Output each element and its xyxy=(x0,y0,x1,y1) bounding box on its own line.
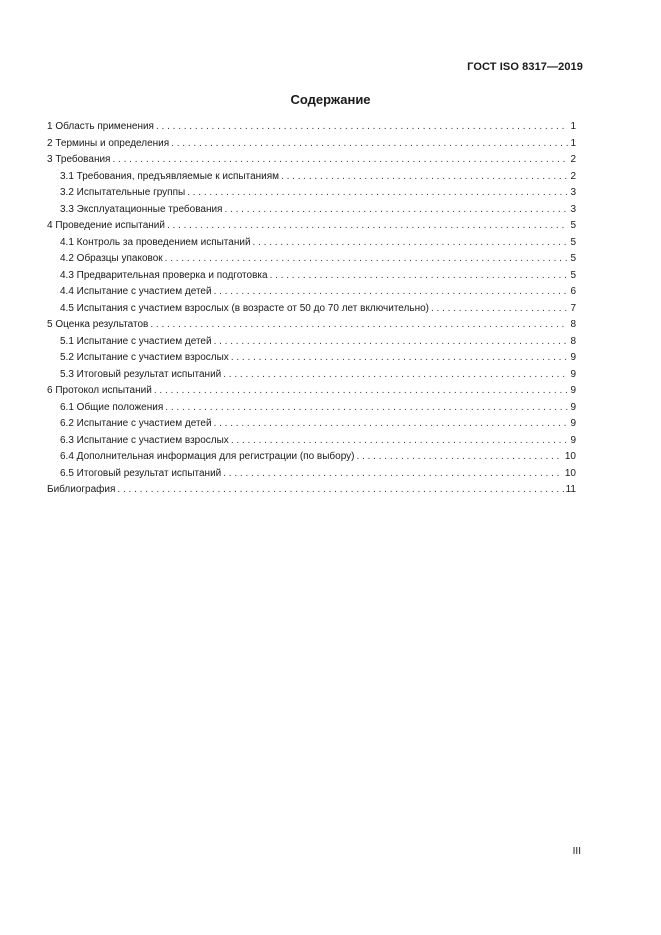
toc-entry-title: 1 Область применения xyxy=(47,121,154,132)
toc-entry-title: 3 Требования xyxy=(47,154,111,165)
toc-dot-leader xyxy=(214,416,569,433)
toc-entry-page: 5 xyxy=(570,253,576,264)
toc-entry-title: 6.4 Дополнительная информация для регистрации (по выбору) xyxy=(60,451,355,462)
toc-entry-page: 9 xyxy=(570,368,576,380)
toc-entry-page: 2 xyxy=(570,154,576,165)
toc-entry-title: 4.3 Предварительная проверка и подготовка xyxy=(60,269,268,281)
toc-entry[interactable] xyxy=(47,119,576,136)
toc-entry-page: 5 xyxy=(570,269,576,281)
toc-dot-leader xyxy=(187,185,568,202)
toc-entry-title: 2 Термины и определения xyxy=(47,137,170,149)
toc-entry-title: 3.1 Требования, предъявляемые к испытаниям xyxy=(60,170,280,182)
toc-entry-page: 9 xyxy=(570,352,576,363)
toc-entry[interactable] xyxy=(47,235,576,252)
toc-dot-leader xyxy=(165,400,568,417)
toc-entry-title: 5.3 Итоговый результат испытаний xyxy=(60,368,222,380)
toc-entry-title: 6.2 Испытание с участием детей xyxy=(60,418,212,429)
toc-dot-leader xyxy=(253,235,569,252)
toc-dot-leader xyxy=(154,383,569,400)
toc-entry[interactable] xyxy=(47,350,576,367)
toc-entry[interactable] xyxy=(47,301,576,318)
toc-entry[interactable] xyxy=(47,152,576,169)
page-number: III xyxy=(572,846,581,857)
toc-dot-leader xyxy=(112,152,568,169)
toc-dot-leader xyxy=(231,433,569,450)
toc-entry-page: 1 xyxy=(570,137,576,149)
toc-dot-leader xyxy=(171,136,568,153)
toc-entry-page: 2 xyxy=(570,170,576,182)
toc-entry-title: 4.2 Образцы упаковок xyxy=(60,253,163,264)
toc-entry-page: 10 xyxy=(564,467,576,479)
toc-entry-title: 4.1 Контроль за проведением испытаний xyxy=(60,236,251,248)
toc-entry-page: 1 xyxy=(570,121,576,132)
toc-entry-title: 4.5 Испытания с участием взрослых (в возрасте от 50 до 70 лет включительно) xyxy=(60,302,429,314)
toc-entry[interactable] xyxy=(47,202,576,219)
toc-entry-page: 9 xyxy=(570,418,576,429)
toc-dot-leader xyxy=(214,284,569,301)
toc-dot-leader xyxy=(231,350,569,367)
toc-entry-title: 6.3 Испытание с участием взрослых xyxy=(60,434,229,446)
toc-entry-title: 5 Оценка результатов xyxy=(47,319,149,330)
toc-dot-leader xyxy=(165,251,569,268)
toc-entry[interactable] xyxy=(47,449,576,466)
toc-entry[interactable] xyxy=(47,218,576,235)
toc-entry[interactable] xyxy=(47,482,576,499)
toc-entry-page: 10 xyxy=(564,451,576,462)
toc-entry-title: 5.1 Испытание с участием детей xyxy=(60,335,212,347)
toc-dot-leader xyxy=(270,268,569,285)
toc-dot-leader xyxy=(117,482,563,499)
toc-dot-leader xyxy=(431,301,568,318)
toc-entry[interactable] xyxy=(47,185,576,202)
toc-entry-title: 4 Проведение испытаний xyxy=(47,220,165,231)
toc-entry[interactable] xyxy=(47,383,576,400)
toc-dot-leader xyxy=(156,119,568,136)
toc-entry[interactable] xyxy=(47,416,576,433)
toc-entry-page: 11 xyxy=(565,484,576,495)
table-of-contents xyxy=(47,119,576,499)
toc-entry-title: 6.1 Общие положения xyxy=(60,401,164,413)
toc-entry[interactable] xyxy=(47,136,576,153)
toc-entry[interactable] xyxy=(47,268,576,285)
toc-entry-page: 3 xyxy=(570,203,576,215)
toc-entry[interactable] xyxy=(47,433,576,450)
toc-entry-title: Библиография xyxy=(47,484,116,495)
toc-entry-page: 8 xyxy=(570,335,576,347)
toc-entry[interactable] xyxy=(47,251,576,268)
toc-entry-page: 3 xyxy=(570,187,576,198)
toc-entry[interactable] xyxy=(47,334,576,351)
document-id: ГОСТ ISO 8317—2019 xyxy=(467,61,583,73)
toc-dot-leader xyxy=(224,202,568,219)
toc-entry[interactable] xyxy=(47,466,576,483)
toc-entry-page: 5 xyxy=(570,236,576,248)
toc-entry-title: 3.2 Испытательные группы xyxy=(60,187,186,198)
toc-dot-leader xyxy=(357,449,563,466)
toc-dot-leader xyxy=(281,169,568,186)
toc-entry-title: 5.2 Испытание с участием взрослых xyxy=(60,352,229,363)
toc-entry[interactable] xyxy=(47,317,576,334)
toc-dot-leader xyxy=(223,367,568,384)
toc-entry-page: 5 xyxy=(570,220,576,231)
toc-entry-page: 9 xyxy=(570,434,576,446)
toc-entry-title: 4.4 Испытание с участием детей xyxy=(60,286,212,297)
toc-dot-leader xyxy=(167,218,568,235)
toc-entry-page: 9 xyxy=(570,401,576,413)
page-title: Содержание xyxy=(290,92,371,107)
toc-entry-page: 7 xyxy=(570,302,576,314)
toc-entry[interactable] xyxy=(47,367,576,384)
toc-dot-leader xyxy=(223,466,563,483)
toc-entry-page: 8 xyxy=(570,319,576,330)
toc-dot-leader xyxy=(150,317,568,334)
toc-entry-title: 3.3 Эксплуатационные требования xyxy=(60,203,223,215)
toc-entry-title: 6 Протокол испытаний xyxy=(47,385,152,396)
toc-entry-page: 6 xyxy=(570,286,576,297)
toc-entry-title: 6.5 Итоговый результат испытаний xyxy=(60,467,222,479)
toc-entry[interactable] xyxy=(47,284,576,301)
toc-dot-leader xyxy=(214,334,569,351)
toc-entry[interactable] xyxy=(47,400,576,417)
toc-entry-page: 9 xyxy=(570,385,576,396)
toc-entry[interactable] xyxy=(47,169,576,186)
